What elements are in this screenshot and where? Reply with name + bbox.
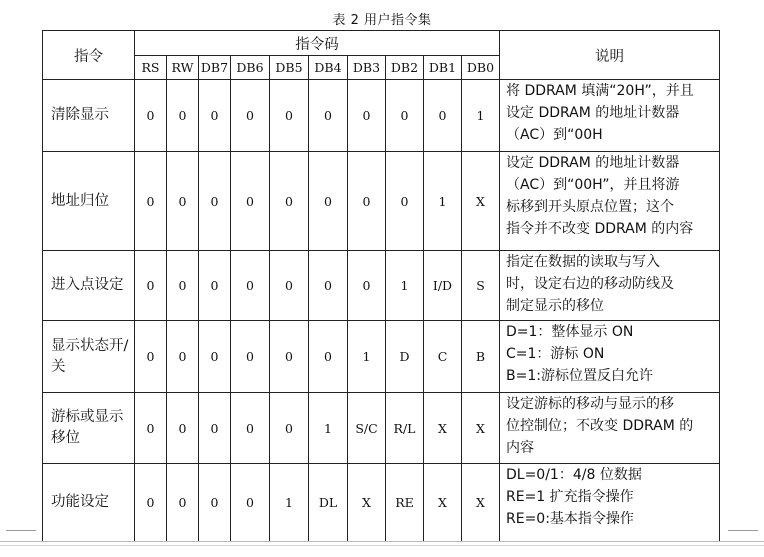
bit-header: RW bbox=[167, 56, 199, 80]
bit-cell: 0 bbox=[348, 251, 386, 321]
description-cell bbox=[500, 80, 720, 152]
description-line: 设定 DDRAM 的地址计数器 bbox=[506, 105, 680, 121]
bit-cell: 0 bbox=[167, 464, 199, 542]
table-row bbox=[43, 464, 720, 542]
bit-cell: 1 bbox=[348, 321, 386, 393]
bit-cell: 0 bbox=[386, 152, 424, 251]
description-line: （AC）到“00H”，并且将游 bbox=[506, 177, 680, 193]
bit-cell: 0 bbox=[167, 80, 199, 152]
bit-cell: 0 bbox=[270, 251, 309, 321]
instruction-name: 显示状态开/关 bbox=[43, 321, 135, 393]
bit-cell: X bbox=[462, 464, 500, 542]
header-code: 指令码 bbox=[135, 31, 500, 56]
bit-header: DB0 bbox=[462, 56, 500, 80]
bit-cell: 0 bbox=[348, 152, 386, 251]
table-caption: 表 2 用户指令集 bbox=[332, 13, 432, 28]
description-line: 内容 bbox=[506, 440, 534, 456]
bit-cell: 1 bbox=[386, 251, 424, 321]
bit-cell: 0 bbox=[167, 393, 199, 464]
table-row bbox=[43, 251, 720, 321]
bit-cell: 0 bbox=[231, 321, 270, 393]
table-row bbox=[43, 393, 720, 464]
bit-cell: 0 bbox=[135, 152, 167, 251]
description-line: 设定 DDRAM 的地址计数器 bbox=[506, 155, 680, 171]
header-instruction: 指令 bbox=[43, 31, 135, 80]
description-line: D=1：整体显示 ON bbox=[506, 324, 634, 340]
table-row bbox=[43, 80, 720, 152]
description-line: 将 DDRAM 填满“20H”，并且 bbox=[506, 83, 694, 99]
bit-cell: 0 bbox=[167, 321, 199, 393]
bit-header: DB1 bbox=[424, 56, 462, 80]
bit-cell: 0 bbox=[270, 393, 309, 464]
bit-cell: 0 bbox=[167, 152, 199, 251]
bit-cell: X bbox=[424, 464, 462, 542]
bit-cell: DL bbox=[309, 464, 348, 542]
bit-cell: 0 bbox=[309, 152, 348, 251]
description-line: DL=0/1：4/8 位数据 bbox=[506, 467, 642, 483]
bit-cell: 0 bbox=[386, 80, 424, 152]
bit-cell: 0 bbox=[231, 393, 270, 464]
instruction-name: 游标或显示移位 bbox=[43, 393, 135, 464]
bit-cell: 0 bbox=[348, 80, 386, 152]
bit-cell: 0 bbox=[270, 80, 309, 152]
description-cell bbox=[500, 152, 720, 251]
bit-cell: 0 bbox=[270, 152, 309, 251]
instruction-name: 清除显示 bbox=[43, 80, 135, 152]
bit-cell: 0 bbox=[424, 80, 462, 152]
bit-cell: 0 bbox=[199, 464, 231, 542]
bit-cell: 0 bbox=[199, 80, 231, 152]
bit-cell: 1 bbox=[462, 80, 500, 152]
bit-cell: 0 bbox=[231, 152, 270, 251]
bit-header: DB6 bbox=[231, 56, 270, 80]
bit-cell: 1 bbox=[309, 393, 348, 464]
instruction-name: 地址归位 bbox=[43, 152, 135, 251]
table-row bbox=[43, 152, 720, 251]
bit-header: DB2 bbox=[386, 56, 424, 80]
bit-cell: 1 bbox=[270, 464, 309, 542]
bit-cell: I/D bbox=[424, 251, 462, 321]
bit-cell: 0 bbox=[135, 464, 167, 542]
description-line: 位控制位；不改变 DDRAM 的 bbox=[506, 418, 694, 434]
bit-header: DB4 bbox=[309, 56, 348, 80]
bit-header: DB7 bbox=[199, 56, 231, 80]
bit-cell: B bbox=[462, 321, 500, 393]
description-line: 指令并不改变 DDRAM 的内容 bbox=[506, 221, 694, 237]
bit-cell: C bbox=[424, 321, 462, 393]
description-line: B=1:游标位置反白允许 bbox=[506, 368, 653, 384]
header-description: 说明 bbox=[500, 31, 720, 80]
description-line: 制定显示的移位 bbox=[506, 298, 604, 314]
bit-cell: 0 bbox=[199, 251, 231, 321]
bit-cell: 0 bbox=[270, 321, 309, 393]
bit-cell: 0 bbox=[135, 80, 167, 152]
bit-cell: 0 bbox=[231, 464, 270, 542]
page-margin-mark bbox=[6, 530, 36, 531]
description-cell bbox=[500, 464, 720, 542]
bit-cell: 0 bbox=[309, 80, 348, 152]
bit-cell: R/L bbox=[386, 393, 424, 464]
bit-cell: 0 bbox=[199, 321, 231, 393]
instruction-name: 功能设定 bbox=[43, 464, 135, 542]
description-line: 标移到开头原点位置；这个 bbox=[506, 199, 674, 215]
bit-cell: 1 bbox=[424, 152, 462, 251]
description-line: RE=1 扩充指令操作 bbox=[506, 489, 634, 505]
table-row bbox=[43, 321, 720, 393]
bit-cell: 0 bbox=[135, 251, 167, 321]
bit-header: DB5 bbox=[270, 56, 309, 80]
description-cell bbox=[500, 251, 720, 321]
description-cell bbox=[500, 321, 720, 393]
bit-cell: X bbox=[462, 393, 500, 464]
bit-cell: 0 bbox=[231, 251, 270, 321]
bit-header: DB3 bbox=[348, 56, 386, 80]
bit-cell: 0 bbox=[309, 251, 348, 321]
bit-cell: S/C bbox=[348, 393, 386, 464]
bit-cell: X bbox=[462, 152, 500, 251]
bit-cell: 0 bbox=[167, 251, 199, 321]
bit-cell: 0 bbox=[135, 393, 167, 464]
bit-cell: X bbox=[424, 393, 462, 464]
description-line: 指定在数据的读取与写入 bbox=[506, 254, 660, 270]
bit-cell: 0 bbox=[199, 152, 231, 251]
bit-cell: RE bbox=[386, 464, 424, 542]
bit-cell: 0 bbox=[199, 393, 231, 464]
instruction-table bbox=[42, 30, 720, 542]
page-divider bbox=[0, 545, 764, 546]
instruction-name: 进入点设定 bbox=[43, 251, 135, 321]
bit-header: RS bbox=[135, 56, 167, 80]
description-line: 设定游标的移动与显示的移 bbox=[506, 396, 674, 412]
bit-cell: 0 bbox=[231, 80, 270, 152]
description-line: （AC）到“00H bbox=[506, 127, 603, 143]
bit-cell: D bbox=[386, 321, 424, 393]
description-line: C=1：游标 ON bbox=[506, 346, 605, 362]
bit-cell: 0 bbox=[135, 321, 167, 393]
description-cell bbox=[500, 393, 720, 464]
description-line: RE=0:基本指令操作 bbox=[506, 511, 634, 527]
bit-cell: 0 bbox=[309, 321, 348, 393]
page-margin-mark bbox=[728, 530, 758, 531]
description-line: 时，设定右边的移动防线及 bbox=[506, 276, 674, 292]
page-divider bbox=[0, 541, 764, 542]
bit-cell: S bbox=[462, 251, 500, 321]
bit-cell: X bbox=[348, 464, 386, 542]
